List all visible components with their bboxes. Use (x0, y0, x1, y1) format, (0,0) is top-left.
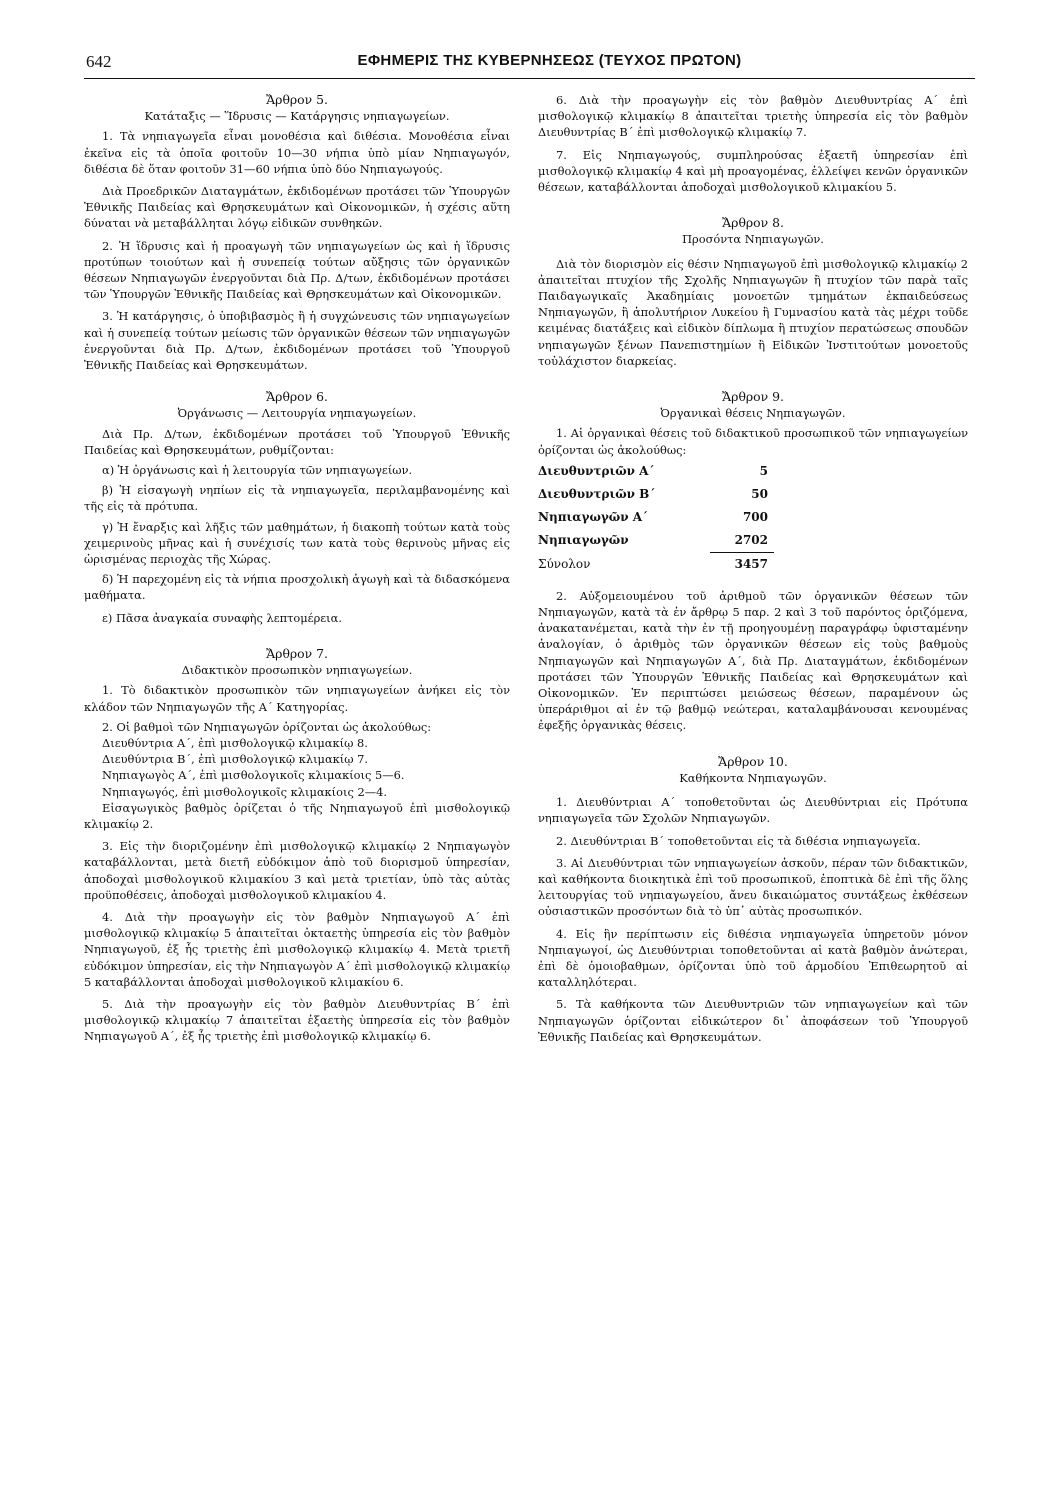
article-6-item: δ) Ἡ παρεχομένη εἰς τὰ νήπια προσχολικὴ ἀγωγὴ καὶ τὰ διδασκόμενα μαθήματα. (84, 572, 510, 603)
article-6-item: γ) Ἡ ἔναρξις καὶ λῆξις τῶν μαθημάτων, ἡ διακοπὴ τούτων κατὰ τοὺς χειμερινοὺς μῆνας καὶ ἡ συνέχισίς των κατὰ τοὺς θερινοὺς μῆνας εἰς ὡρισμένας περιοχὰς τῆς Χώρας. (84, 519, 510, 567)
article-7-paragraph: 7. Εἰς Νηπιαγωγούς, συμπληρούσας ἑξαετῆ ὑπηρεσίαν ἐπὶ μισθολογικῷ κλιμακίῳ 4 καὶ μὴ προαγομένας, ἐλλείψει κενῶν ὀργανικῶν θέσεων, καταβάλλονται ἀποδοχαὶ μισθολογικοῦ κλιμακίου 5. (538, 147, 968, 195)
grade-line: Διευθύντρια Β΄, ἐπὶ μισθολογικῷ κλιμακίῳ 7. (102, 752, 368, 767)
article-7-paragraph: 3. Εἰς τὴν διοριζομένην ἐπὶ μισθολογικῷ κλιμακίῳ 2 Νηπιαγωγὸν καταβάλλονται, μετὰ διετῆ εὐδόκιμον ἀπὸ τοῦ διορισμοῦ ὑπηρεσίαν, ἀποδοχαὶ μισθολογικοῦ κλιμακίου 3 καὶ μετὰ τριετίαν, ὑπὸ τὰς αὐτὰς προϋποθέσεις, ἀποδοχαὶ μισθολογικοῦ κλιμακίου 4. (84, 839, 510, 902)
table-row (538, 460, 968, 483)
table-row (538, 483, 968, 506)
article-6-item: α) Ἡ ὀργάνωσις καὶ ἡ λειτουργία τῶν νηπιαγωγείων. (102, 463, 413, 478)
article-5-paragraph: 1. Τὰ νηπιαγωγεῖα εἶναι μονοθέσια καὶ διθέσια. Μονοθέσια εἶναι ἐκεῖνα εἰς τὰ ὁποῖα φοιτοῦν 10—30 νήπια ὑπὸ μίαν Νηπιαγωγόν, διθέσια δὲ ὅταν φοιτοῦν 31—60 νήπια ὑπὸ δύο Νηπιαγωγούς. (84, 129, 510, 176)
article-5-paragraph: 2. Ἡ ἵδρυσις καὶ ἡ προαγωγὴ τῶν νηπιαγωγείων ὡς καὶ ἡ ἵδρυσις προτύπων τοιούτων καὶ ἡ συνεπείᾳ τούτων αὔξησις τῶν ὀργανικῶν θέσεων Νηπιαγωγῶν ἐνεργοῦνται διὰ Πρ. Δ/των, ἐκδιδομένων προτάσει τῶν Ὑπουργῶν Ἐθνικῆς Παιδείας καὶ Θρησκευμάτων καὶ Οἰκονομικῶν. (84, 238, 510, 302)
article-10-paragraph: 4. Εἰς ἣν περίπτωσιν εἰς διθέσια νηπιαγωγεῖα ὑπηρετοῦν μόνον Νηπιαγωγοί, ὡς Διευθύντριαι τοποθετοῦνται αἱ κατὰ βαθμὸν ἀνώτεραι, ἐπὶ δὲ ὁμοιοβαθμων, ὁρίζονται ὑπὸ τοῦ ἁρμοδίου Ἐπιθεωρητοῦ αἱ καταλληλότεραι. (538, 926, 968, 990)
article-7-paragraph: 2. Οἱ βαθμοὶ τῶν Νηπιαγωγῶν ὁρίζονται ὡς ἀκολούθως: (102, 719, 432, 734)
article-7-paragraph: 5. Διὰ τὴν προαγωγὴν εἰς τὸν βαθμὸν Διευθυντρίας Β΄ ἐπὶ μισθολογικῷ κλιμακίῳ 7 ἀπαιτεῖται ἑξαετὴς ὑπηρεσία εἰς τὸν βαθμὸν Νηπιαγωγοῦ Α΄, ἐξ ἧς τριετὴς ἐπὶ μισθολογικῷ κλιμακίῳ 6. (84, 996, 510, 1044)
article-8-subtitle: Προσόντα Νηπιαγωγῶν. (682, 232, 824, 247)
grade-line: Νηπιαγωγὸς Α΄, ἐπὶ μισθολογικοῖς κλιμακίοις 5—6. (102, 768, 405, 783)
grade-line: Διευθύντρια Α΄, ἐπὶ μισθολογικῷ κλιμακίῳ 8. (102, 735, 368, 750)
table-cell-label: Νηπιαγωγῶν Α΄ (538, 510, 649, 525)
table-total-label: Σύνολον (538, 557, 591, 572)
article-5-subtitle: Κατάταξις — Ἵδρυσις — Κατάργησις νηπιαγωγείων. (144, 109, 450, 124)
gazette-title: ΕΦΗΜΕΡΙΣ ΤΗΣ ΚΥΒΕΡΝΗΣΕΩΣ (ΤΕΥΧΟΣ ΠΡΩΤΟΝ) (357, 52, 742, 69)
positions-table (538, 460, 968, 576)
table-cell-value: 700 (742, 510, 768, 525)
article-10-paragraph: 2. Διευθύντριαι Β΄ τοποθετοῦνται εἰς τὰ διθέσια νηπιαγωγεῖα. (556, 833, 921, 848)
grade-line: Νηπιαγωγός, ἐπὶ μισθολογικοῖς κλιμακίοις 2—4. (102, 784, 387, 799)
page-number: 642 (86, 52, 112, 71)
article-6-item: β) Ἡ εἰσαγωγὴ νηπίων εἰς τὰ νηπιαγωγεῖα, περιλαμβανομένης καὶ τῆς εἰς τὰ πρότυπα. (84, 483, 510, 514)
article-6-subtitle: Ὀργάνωσις — Λειτουργία νηπιαγωγείων. (177, 406, 417, 421)
table-total-row (538, 553, 968, 576)
article-10-paragraph: 1. Διευθύντριαι Α΄ τοποθετοῦνται ὡς Διευθύντριαι εἰς Πρότυπα νηπιαγωγεῖα τῶν Σχολῶν Νηπιαγωγῶν. (538, 795, 968, 826)
article-7-paragraph: 6. Διὰ τὴν προαγωγὴν εἰς τὸν βαθμὸν Διευθυντρίας Α΄ ἐπὶ μισθολογικῷ κλιμακίῳ 8 ἀπαιτεῖται τριετὴς ὑπηρεσία εἰς τὸν βαθμὸν Διευθυντρίας Β΄ ἐπὶ μισθολογικῷ κλιμακίῳ 7. (538, 93, 968, 140)
left-column (84, 92, 510, 1045)
article-7-paragraph: 1. Τὸ διδακτικὸν προσωπικὸν τῶν νηπιαγωγείων ἀνήκει εἰς τὸν κλάδον τῶν Νηπιαγωγῶν τῆς Α΄ Κατηγορίας. (84, 683, 510, 714)
article-6-heading: Ἄρθρον 6. (266, 389, 328, 405)
table-cell-label: Διευθυντριῶν Α΄ (538, 464, 655, 479)
table-cell-label: Διευθυντριῶν Β΄ (538, 487, 656, 502)
article-9-paragraph: 2. Αὐξομειουμένου τοῦ ἀριθμοῦ τῶν ὀργανικῶν θέσεων τῶν Νηπιαγωγῶν, κατὰ τὰ ἐν ἄρθρῳ 5 παρ. 2 καὶ 3 τοῦ παρόντος ὁριζόμενα, ἀνακατανέμεται, κατὰ τὴν ἐν τῇ προηγουμένῃ παραγράφῳ ὑφισταμένην ἀναλογίαν, ὁ ἀριθμὸς τῶν ὀργανικῶν θέσεων εἰς τοὺς βαθμοὺς Νηπιαγωγῶν καὶ Νηπιαγωγῶν Α΄, διὰ Πρ. Διαταγμάτων, ἐκδιδομένων προτάσει τῶν Ὑπουργῶν Ἐθνικῆς Παιδείας καὶ Θρησκευμάτων καὶ Οἰκονομικῶν. Ἐν περιπτώσει μειώσεως θέσεων, παραμένουν ὡς ὑπεράριθμοι αἱ ἐν τῷ βαθμῷ νεώτεραι, καταλαμβάνουσαι κενουμένας ἐφεξῆς ὀργανικὰς θέσεις. (538, 588, 968, 733)
article-8-paragraph: Διὰ τὸν διορισμὸν εἰς θέσιν Νηπιαγωγοῦ ἐπὶ μισθολογικῷ κλιμακίῳ 2 ἀπαιτεῖται πτυχίον τῆς Σχολῆς Νηπιαγωγῶν ἢ πτυχίον τῶν παρὰ ταῖς Παιδαγωγικαῖς Ἀκαδημίαις μονοετῶν τμημάτων ἐκπαιδεύσεως Νηπιαγωγῶν, ἢ ἀπολυτήριον Λυκείου ἢ Γυμνασίου κατὰ τὰς μέχρι τοῦδε κειμένας διατάξεις καὶ εἰδικὸν δίπλωμα ἢ πτυχίον περατώσεως σπουδῶν νηπιαγωγῶν ξένων Πανεπιστημίων ἢ Εἰδικῶν Ἰνστιτούτων μονοετοῦς τοὐλάχιστον διαρκείας. (538, 256, 968, 368)
article-9-heading: Ἄρθρον 9. (722, 389, 784, 405)
article-7-paragraph: 4. Διὰ τὴν προαγωγὴν εἰς τὸν βαθμὸν Νηπιαγωγοῦ Α΄ ἐπὶ μισθολογικῷ κλιμακίῳ 5 ἀπαιτεῖται ὀκταετὴς ὑπηρεσία εἰς τὸν βαθμὸν Νηπιαγωγοῦ, ἐξ ἧς τριετὴς ἐπὶ μισθολογικῷ κλιμακίῳ 4. Μετὰ τριετῆ εὐδόκιμον ὑπηρεσίαν, εἰς τὴν Νηπιαγωγὸν Α΄ ἐπὶ μισθολογικῷ κλιμακίῳ 5 καταβάλλονται ἀποδοχαὶ μισθολογικοῦ κλιμακίου 6. (84, 909, 510, 989)
table-cell-label: Νηπιαγωγῶν (538, 533, 629, 548)
article-10-subtitle: Καθήκοντα Νηπιαγωγῶν. (679, 770, 827, 785)
article-5-heading: Ἄρθρον 5. (266, 92, 328, 107)
article-10-paragraph: 3. Αἱ Διευθύντριαι τῶν νηπιαγωγείων ἀσκοῦν, πέραν τῶν διδακτικῶν, καὶ καθήκοντα διοικητικὰ ἐπὶ τοῦ προσωπικοῦ, ἐποπτικὰ δὲ ἐπὶ τῆς ὅλης λειτουργίας τοῦ νηπιαγωγείου, ἄνευ δικαιώματος συντάξεως ἐκθέσεων οὐσιαστικῶν προσόντων διὰ τὸ ὑπ᾿ αὐτὰς προσωπικόν. (538, 855, 968, 919)
article-5-paragraph: 3. Ἡ κατάργησις, ὁ ὑποβιβασμὸς ἢ ἡ συγχώνευσις τῶν νηπιαγωγείων καὶ ἡ συνεπείᾳ τούτων μείωσις τῶν ὀργανικῶν θέσεων τῶν νηπιαγωγῶν ἐνεργοῦνται διὰ Πρ. Δ/των, ἐκδιδομένων προτάσει τοῦ Ὑπουργοῦ Ἐθνικῆς Παιδείας καὶ Θρησκευμάτων. (84, 309, 510, 373)
table-cell-value: 50 (751, 487, 768, 502)
article-10-paragraph: 5. Τὰ καθήκοντα τῶν Διευθυντριῶν τῶν νηπιαγωγείων καὶ τῶν Νηπιαγωγῶν ὁρίζονται εἰδικώτερον δι᾿ ἀποφάσεων τοῦ Ὑπουργοῦ Ἐθνικῆς Παιδείας καὶ Θρησκευμάτων. (538, 997, 968, 1044)
article-9-paragraph: 1. Αἱ ὀργανικαὶ θέσεις τοῦ διδακτικοῦ προσωπικοῦ τῶν νηπιαγωγείων ὁρίζονται ὡς ἀκολούθως: (538, 426, 968, 457)
article-5-paragraph: Διὰ Προεδρικῶν Διαταγμάτων, ἐκδιδομένων προτάσει τῶν Ὑπουργῶν Ἐθνικῆς Παιδείας καὶ Θρησκευμάτων καὶ Οἰκονομικῶν, ἡ σχέσις αὕτη δύναται νὰ μεταβάλληται λόγῳ εἰδικῶν συνθηκῶν. (84, 184, 510, 231)
right-column (538, 92, 968, 1045)
article-7-subtitle: Διδακτικὸν προσωπικὸν νηπιαγωγείων. (181, 663, 413, 678)
table-row (538, 529, 968, 552)
article-7-paragraph: Εἰσαγωγικὸς βαθμὸς ὁρίζεται ὁ τῆς Νηπιαγωγοῦ ἐπὶ μισθολογικῷ κλιμακίῳ 2. (84, 800, 510, 831)
page-header (84, 48, 975, 78)
article-7-heading: Ἄρθρον 7. (266, 645, 328, 661)
article-10-heading: Ἄρθρον 10. (718, 753, 788, 769)
table-cell-value: 2702 (734, 533, 768, 548)
header-rule (84, 78, 975, 79)
article-9-subtitle: Ὀργανικαὶ θέσεις Νηπιαγωγῶν. (660, 406, 846, 421)
table-row (538, 506, 968, 529)
article-6-intro: Διὰ Πρ. Δ/των, ἐκδιδομένων προτάσει τοῦ Ὑπουργοῦ Ἐθνικῆς Παιδείας καὶ Θρησκευμάτων, ρυθμίζονται: (84, 426, 510, 457)
table-cell-value: 5 (759, 464, 768, 479)
table-total-value: 3457 (734, 557, 768, 572)
article-8-heading: Ἄρθρον 8. (722, 215, 784, 231)
article-6-item: ε) Πᾶσα ἀναγκαία συναφὴς λεπτομέρεια. (102, 610, 342, 625)
